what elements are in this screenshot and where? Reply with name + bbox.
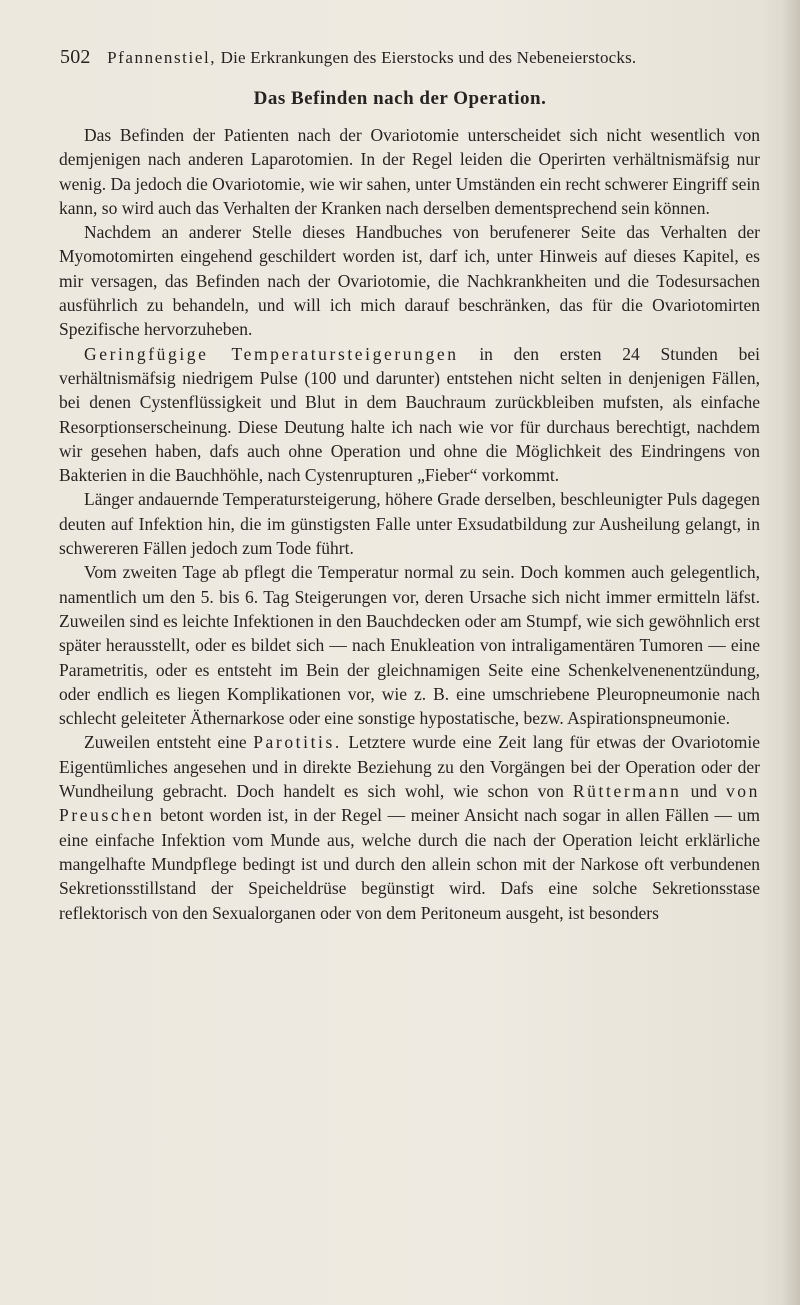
paragraph-text: Letztere wurde eine Zeit lang für etwas der Ovariotomie Eigentümliches angesehen und in direkte Beziehung zu den Vorgängen bei der Operation oder der Wundheilung gebracht. Doch handelt es sich wohl, wie schon von <box>59 732 760 802</box>
paragraph <box>59 730 760 924</box>
paragraph-text: betont worden ist, in der Regel — meiner Ansicht nach sogar in allen Fällen — um eine einfache Infektion vom Munde aus, welche durch die nach der Operation leicht erklärliche mangelhafte Mundpflege bedingt ist und durch den allein schon mit der Narkose oft verbundenen Sekretionsstillstand der Speicheldrüse begünstigt wird. Dafs eine solche Sekretionsstase reflektorisch von den Sexualorganen oder von dem Peritoneum ausgeht, ist besonders <box>59 805 760 923</box>
spaced-term: Geringfügige Temperatursteigerungen <box>84 343 459 364</box>
paragraph-text: und <box>681 781 726 802</box>
section-title: Das Befinden nach der Operation. <box>253 88 547 109</box>
paragraph-text: in den ersten 24 Stunden bei verhältnismäfsig niedrigem Pulse (100 und darunter) entstehen nicht selten in denjenigen Fällen, bei denen Cystenflüssigkeit und Blut in dem Bauchraum zurückbleiben mufsten, als einfache Resorptionserscheinung. Diese Deutung halte ich nach wie vor für durchaus berechtigt, nachdem wir gesehen haben, dafs auch ohne Operation und ohne die Möglichkeit des Eindringens von Bakterien in die Bauchhöhle, nach Cystenrupturen „Fieber“ vorkommt. <box>59 343 760 486</box>
spaced-term: Parotitis. <box>253 732 342 753</box>
page-number: 502 <box>60 46 91 68</box>
spaced-name: von Preuschen <box>59 781 761 826</box>
paragraph <box>59 342 760 488</box>
body-text <box>59 123 760 925</box>
spaced-name: Rüttermann <box>572 781 682 802</box>
header-author: Pfannenstiel, <box>107 48 217 67</box>
running-header <box>60 46 760 69</box>
paragraph: Das Befinden der Patienten nach der Ovariotomie unterscheidet sich nicht wesentlich von demjenigen nach anderen Laparotomien. In der Regel leiden die Operirten verhältnismäfsig nur wenig. Da jedoch die Ovariotomie, wie wir sahen, unter Umständen ein recht schwerer Eingriff sein kann, so wird auch das Verhalten der Kranken nach derselben dementsprechend sein können. <box>59 125 760 218</box>
paragraph-text: Zuweilen entsteht eine <box>84 732 254 753</box>
paragraph: Vom zweiten Tage ab pflegt die Temperatur normal zu sein. Doch kommen auch gelegentlich, namentlich um den 5. bis 6. Tag Steigerungen vor, deren Ursache sich nicht immer ermitteln läfst. Zuweilen sind es leichte Infektionen in den Bauchdecken oder am Stumpf, wie sich gewöhnlich erst später herausstellt, oder es bildet sich — nach Enukleation von intraligamentären Tumoren — eine Parametritis, oder es entsteht im Bein der gleichnamigen Seite eine Schenkelvenenentzündung, oder endlich es liegen Komplikationen vor, wie z. B. eine umschriebene Pleuropneumonie nach schlecht geleiteter Äthernarkose oder eine sonstige hypostatische, bezw. Aspirationspneumonie. <box>59 562 760 729</box>
paragraph: Länger andauernde Temperatursteigerung, höhere Grade derselben, beschleunigter Puls dagegen deuten auf Infektion hin, die im günstigsten Falle unter Exsudatbildung zur Ausheilung gelangt, in schwereren Fällen jedoch zum Tode führt. <box>59 489 760 559</box>
header-running-title: Die Erkrankungen des Eierstocks und des Nebeneierstocks. <box>220 48 637 67</box>
paragraph: Nachdem an anderer Stelle dieses Handbuches von berufenerer Seite das Verhalten der Myomotomirten eingehend geschildert worden ist, darf ich, unter Hinweis auf dieses Kapitel, es mir versagen, das Befinden nach der Ovariotomie, die Nachkrankheiten und die Todesursachen ausführlich zu behandeln, und will ich mich darauf beschränken, das für die Ovariotomirten Spezifische hervorzuheben. <box>59 222 760 340</box>
page-edge-shadow <box>782 0 800 1305</box>
